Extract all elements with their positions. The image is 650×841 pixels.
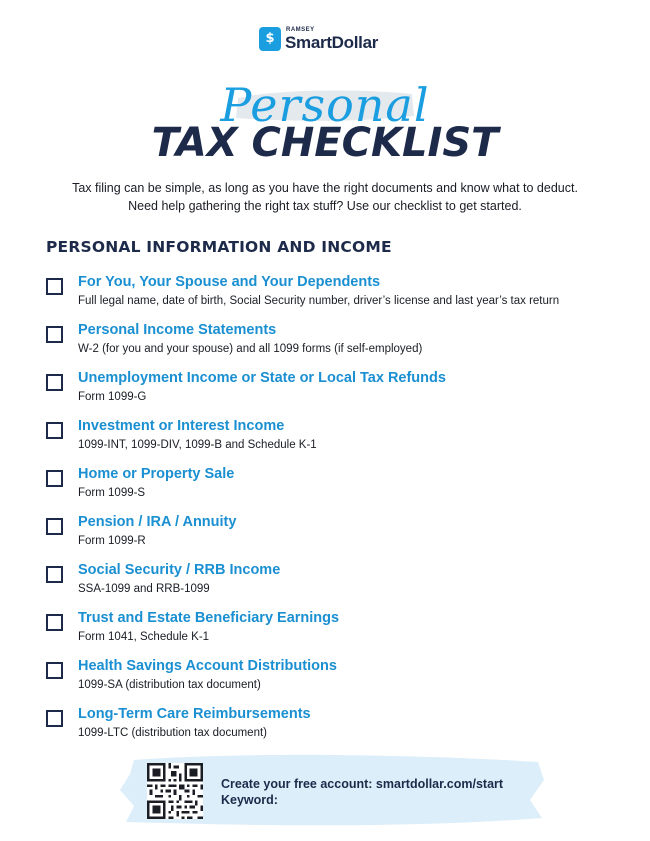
checklist-item (46, 561, 626, 609)
item-description: Form 1099-S (78, 487, 146, 499)
page-title: TAX CHECKLIST (151, 120, 499, 166)
keyword-label: Keyword: (221, 793, 278, 807)
item-description: 1099-LTC (distribution tax document) (78, 727, 267, 739)
cta-label: Create your free account: (221, 777, 373, 791)
checklist-item (46, 417, 626, 465)
intro-line-2: Need help gathering the right tax stuff? Use our checklist to get started. (128, 199, 522, 213)
checklist-item (46, 369, 626, 417)
item-description: Form 1099-R (78, 535, 146, 547)
item-title: For You, Your Spouse and Your Dependents (78, 274, 381, 290)
checklist-item (46, 609, 626, 657)
item-title: Long-Term Care Reimbursements (78, 706, 311, 722)
qr-code-icon[interactable] (147, 763, 203, 819)
section-heading: PERSONAL INFORMATION AND INCOME (46, 238, 392, 256)
item-title: Home or Property Sale (78, 466, 235, 482)
checkbox[interactable] (46, 614, 63, 631)
intro-text (40, 179, 610, 215)
checkbox[interactable] (46, 470, 63, 487)
item-title: Pension / IRA / Annuity (78, 514, 237, 530)
item-description: Form 1099-G (78, 391, 147, 403)
item-title: Trust and Estate Beneficiary Earnings (78, 610, 340, 626)
item-title: Unemployment Income or State or Local Tax Refunds (78, 370, 446, 386)
title-script: Personal (220, 78, 430, 132)
checklist-item (46, 705, 626, 753)
smartdollar-logo (259, 27, 399, 55)
checklist (46, 273, 626, 753)
item-description: 1099-SA (distribution tax document) (78, 679, 261, 691)
item-title: Health Savings Account Distributions (78, 658, 337, 674)
item-description: Full legal name, date of birth, Social Security number, driver’s license and last year’s tax return (78, 295, 560, 307)
item-title: Investment or Interest Income (78, 418, 285, 434)
checkbox[interactable] (46, 422, 63, 439)
checkbox[interactable] (46, 518, 63, 535)
signup-link[interactable]: smartdollar.com/start (375, 777, 504, 791)
item-description: W-2 (for you and your spouse) and all 1099 forms (if self-employed) (78, 343, 423, 355)
checkbox[interactable] (46, 662, 63, 679)
checkbox[interactable] (46, 710, 63, 727)
dollar-lightbulb-icon: $ (259, 27, 281, 51)
checklist-item (46, 657, 626, 705)
footer-cta (221, 776, 503, 808)
logo-brand-main: SmartDollar (285, 33, 379, 52)
checklist-item (46, 513, 626, 561)
checkbox[interactable] (46, 278, 63, 295)
checklist-item (46, 465, 626, 513)
item-title: Personal Income Statements (78, 322, 277, 338)
checkbox[interactable] (46, 326, 63, 343)
footer-cta-line (221, 776, 503, 792)
checklist-item (46, 273, 626, 321)
item-description: 1099-INT, 1099-DIV, 1099-B and Schedule K-1 (78, 439, 317, 451)
checkbox[interactable] (46, 566, 63, 583)
item-description: SSA-1099 and RRB-1099 (78, 583, 210, 595)
item-title: Social Security / RRB Income (78, 562, 281, 578)
logo-brand-small: RAMSEY (286, 27, 315, 33)
item-description: Form 1041, Schedule K-1 (78, 631, 210, 643)
checkbox[interactable] (46, 374, 63, 391)
checklist-item (46, 321, 626, 369)
intro-line-1: Tax filing can be simple, as long as you have the right documents and know what to deduct. (72, 181, 578, 195)
